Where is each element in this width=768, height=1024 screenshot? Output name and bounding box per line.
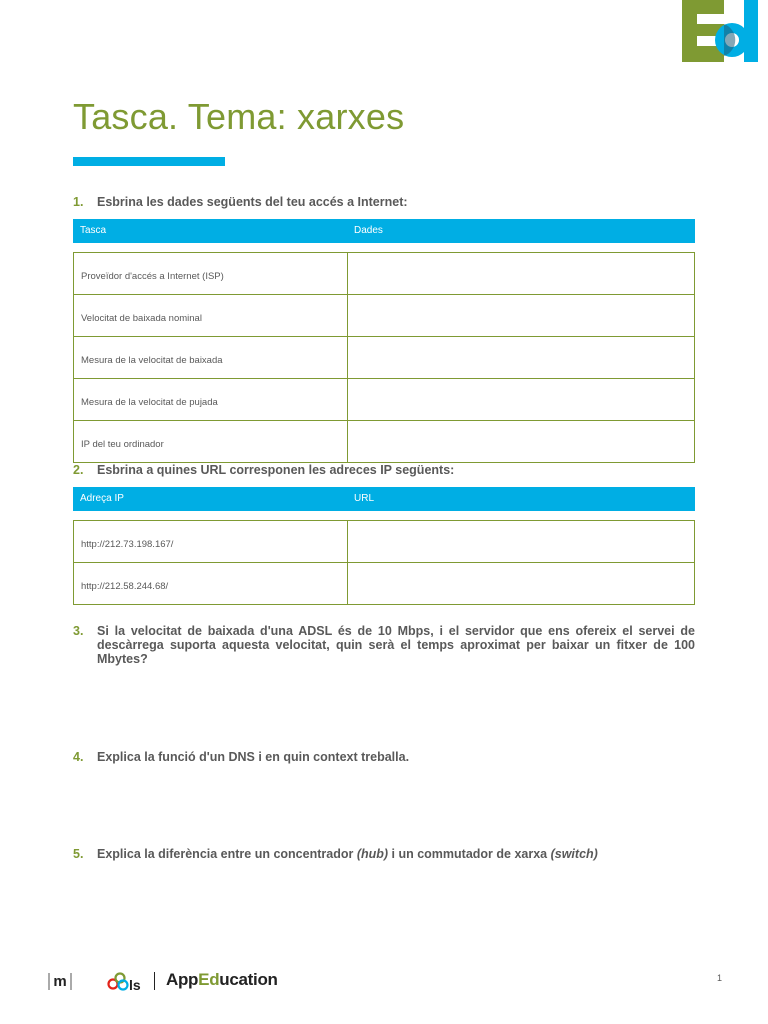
column-header-tasca: Tasca [80, 225, 107, 236]
svg-text:ls: ls [129, 977, 141, 993]
question-text-part: i un commutador de xarxa [388, 847, 551, 861]
column-header-url: URL [354, 493, 375, 504]
table-cell-answer[interactable] [348, 521, 695, 563]
table-cell-label: Proveïdor d'accés a Internet (ISP) [74, 253, 348, 295]
question-text: Explica la funció d'un DNS i en quin context treballa. [97, 750, 410, 764]
logo-text: ucation [219, 970, 278, 989]
title-underline [73, 157, 225, 166]
question-number: 2. [73, 463, 84, 477]
table-cell-answer[interactable] [348, 253, 695, 295]
column-header-dades: Dades [354, 225, 383, 236]
table-row [74, 421, 695, 463]
question-2 [73, 463, 695, 477]
table-cell-answer[interactable] [348, 379, 695, 421]
footer-logos [48, 966, 308, 996]
question-text-switch: (switch) [550, 847, 598, 861]
table-cell-answer[interactable] [348, 421, 695, 463]
table-2-header [73, 487, 695, 511]
logo-text-highlight: Ed [198, 970, 220, 989]
column-header-adreca-ip: Adreça IP [80, 493, 124, 504]
question-text-part: Explica la diferència entre un concentrador [97, 847, 357, 861]
table-cell-label: Mesura de la velocitat de baixada [74, 337, 348, 379]
table-1 [73, 252, 695, 463]
table-row [74, 379, 695, 421]
page-title: Tasca. Tema: xarxes [73, 96, 405, 137]
table-cell-label: http://212.73.198.167/ [74, 521, 348, 563]
table-cell-answer[interactable] [348, 563, 695, 605]
question-number: 3. [73, 624, 84, 638]
question-1 [73, 195, 695, 209]
question-number: 4. [73, 750, 84, 764]
question-text: Si la velocitat de baixada d'una ADSL és de 10 Mbps, i el servidor que ens ofereix el servei de descàrrega suporta aquesta velocitat, quin serà el temps aproximat per baixar un fitxer de 100 Mbytes? [97, 624, 695, 666]
table-cell-answer[interactable] [348, 337, 695, 379]
table-cell-label: IP del teu ordinador [74, 421, 348, 463]
question-3 [73, 624, 695, 666]
question-text-hub: (hub) [356, 847, 389, 861]
question-5 [73, 847, 695, 861]
table-1-header [73, 219, 695, 243]
table-cell-label: Mesura de la velocitat de pujada [74, 379, 348, 421]
footer-separator [154, 972, 155, 990]
table-cell-answer[interactable] [348, 295, 695, 337]
ed-logo-icon [682, 0, 768, 62]
question-number: 5. [73, 847, 84, 861]
question-text: Esbrina a quines URL corresponen les adreces IP següents: [97, 463, 455, 477]
table-2 [73, 520, 695, 605]
logo-text: App [166, 970, 199, 989]
table-cell-label: http://212.58.244.68/ [74, 563, 348, 605]
table-row [74, 295, 695, 337]
page-number: 1 [717, 973, 723, 983]
table-row [74, 521, 695, 563]
question-4 [73, 750, 695, 764]
appeducation-logo [166, 970, 278, 990]
question-number: 1. [73, 195, 84, 209]
ools-logo-icon [107, 969, 147, 993]
table-row [74, 253, 695, 295]
table-cell-label: Velocitat de baixada nominal [74, 295, 348, 337]
question-text [97, 847, 695, 861]
table-row [74, 337, 695, 379]
table-row [74, 563, 695, 605]
question-text: Esbrina les dades següents del teu accés a Internet: [97, 195, 408, 209]
m-logo: m [48, 973, 72, 990]
